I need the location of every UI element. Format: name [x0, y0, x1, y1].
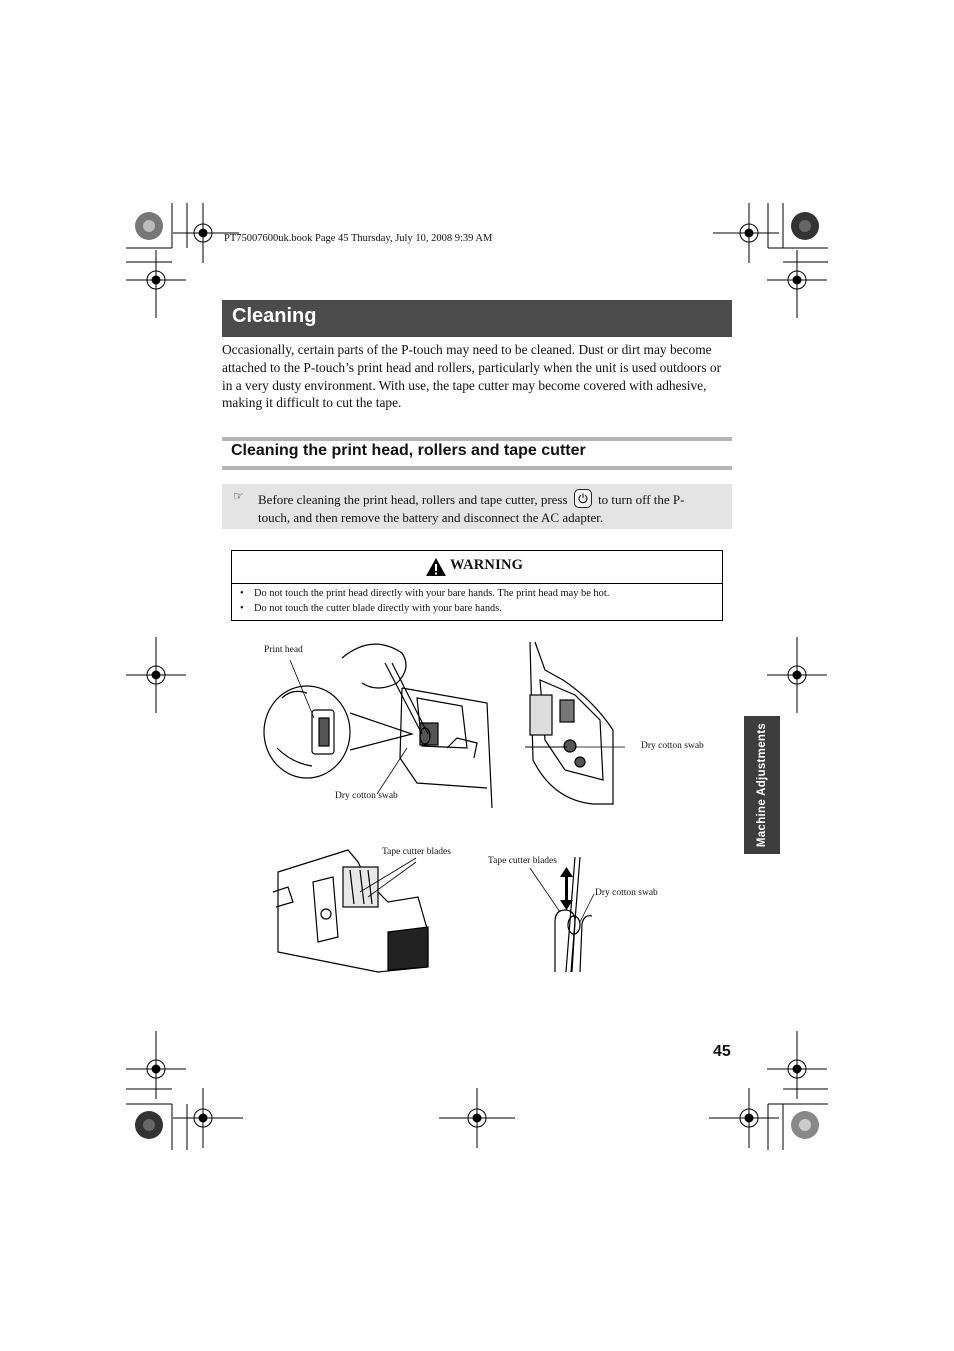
print-head-label: Print head [264, 645, 303, 655]
intro-paragraph: Occasionally, certain parts of the P-touch may need to be cleaned. Dust or dirt may become attached to the P-touch’s print head and rollers, particularly when the unit is used outdoors or in a very dusty environment. With use, the tape cutter may become covered with adhesive, making it difficult to cut the tape. [222, 342, 722, 411]
page-number: 45 [713, 1043, 731, 1060]
fig4-blades-label: Tape cutter blades [488, 856, 557, 866]
note-text-after: to turn off the P-touch, and then remove the battery and disconnect the AC adapter. [258, 492, 685, 525]
warning-item: • Do not touch the cutter blade directly with your bare hands. [240, 603, 502, 614]
section-title: Cleaning [232, 305, 317, 327]
warning-item: • Do not touch the print head directly with your bare hands. The print head may be hot. [240, 588, 610, 599]
print-head-illustration [262, 638, 497, 808]
warning-list [240, 586, 609, 616]
fig3-blades-label: Tape cutter blades [382, 847, 451, 857]
subsection-rule-bottom [222, 466, 732, 470]
power-button-icon [574, 489, 592, 508]
pointing-hand-icon: ☞ [233, 489, 244, 503]
fig4-swab-label: Dry cotton swab [595, 888, 658, 898]
book-header-line: PT75007600uk.book Page 45 Thursday, July 10, 2008 9:39 AM [224, 233, 493, 244]
cutter-blade-closeup-illustration [520, 852, 620, 977]
fig2-swab-label: Dry cotton swab [641, 741, 704, 751]
subsection-title: Cleaning the print head, rollers and tape cutter [231, 442, 586, 459]
warning-header [232, 551, 722, 584]
rollers-illustration [525, 640, 625, 815]
section-title-bar [222, 300, 732, 337]
tape-cutter-illustration [268, 842, 438, 982]
side-chapter-tab [744, 716, 780, 854]
warning-box [231, 550, 723, 621]
side-tab-label: Machine Adjustments [756, 722, 768, 848]
note-text-before: Before cleaning the print head, rollers and tape cutter, press [258, 492, 568, 507]
note-box [222, 484, 732, 529]
subsection-rule-top [222, 437, 732, 441]
note-text [258, 489, 708, 526]
fig1-swab-label: Dry cotton swab [335, 791, 398, 801]
warning-triangle-icon [425, 557, 447, 577]
warning-title: WARNING [450, 557, 524, 573]
